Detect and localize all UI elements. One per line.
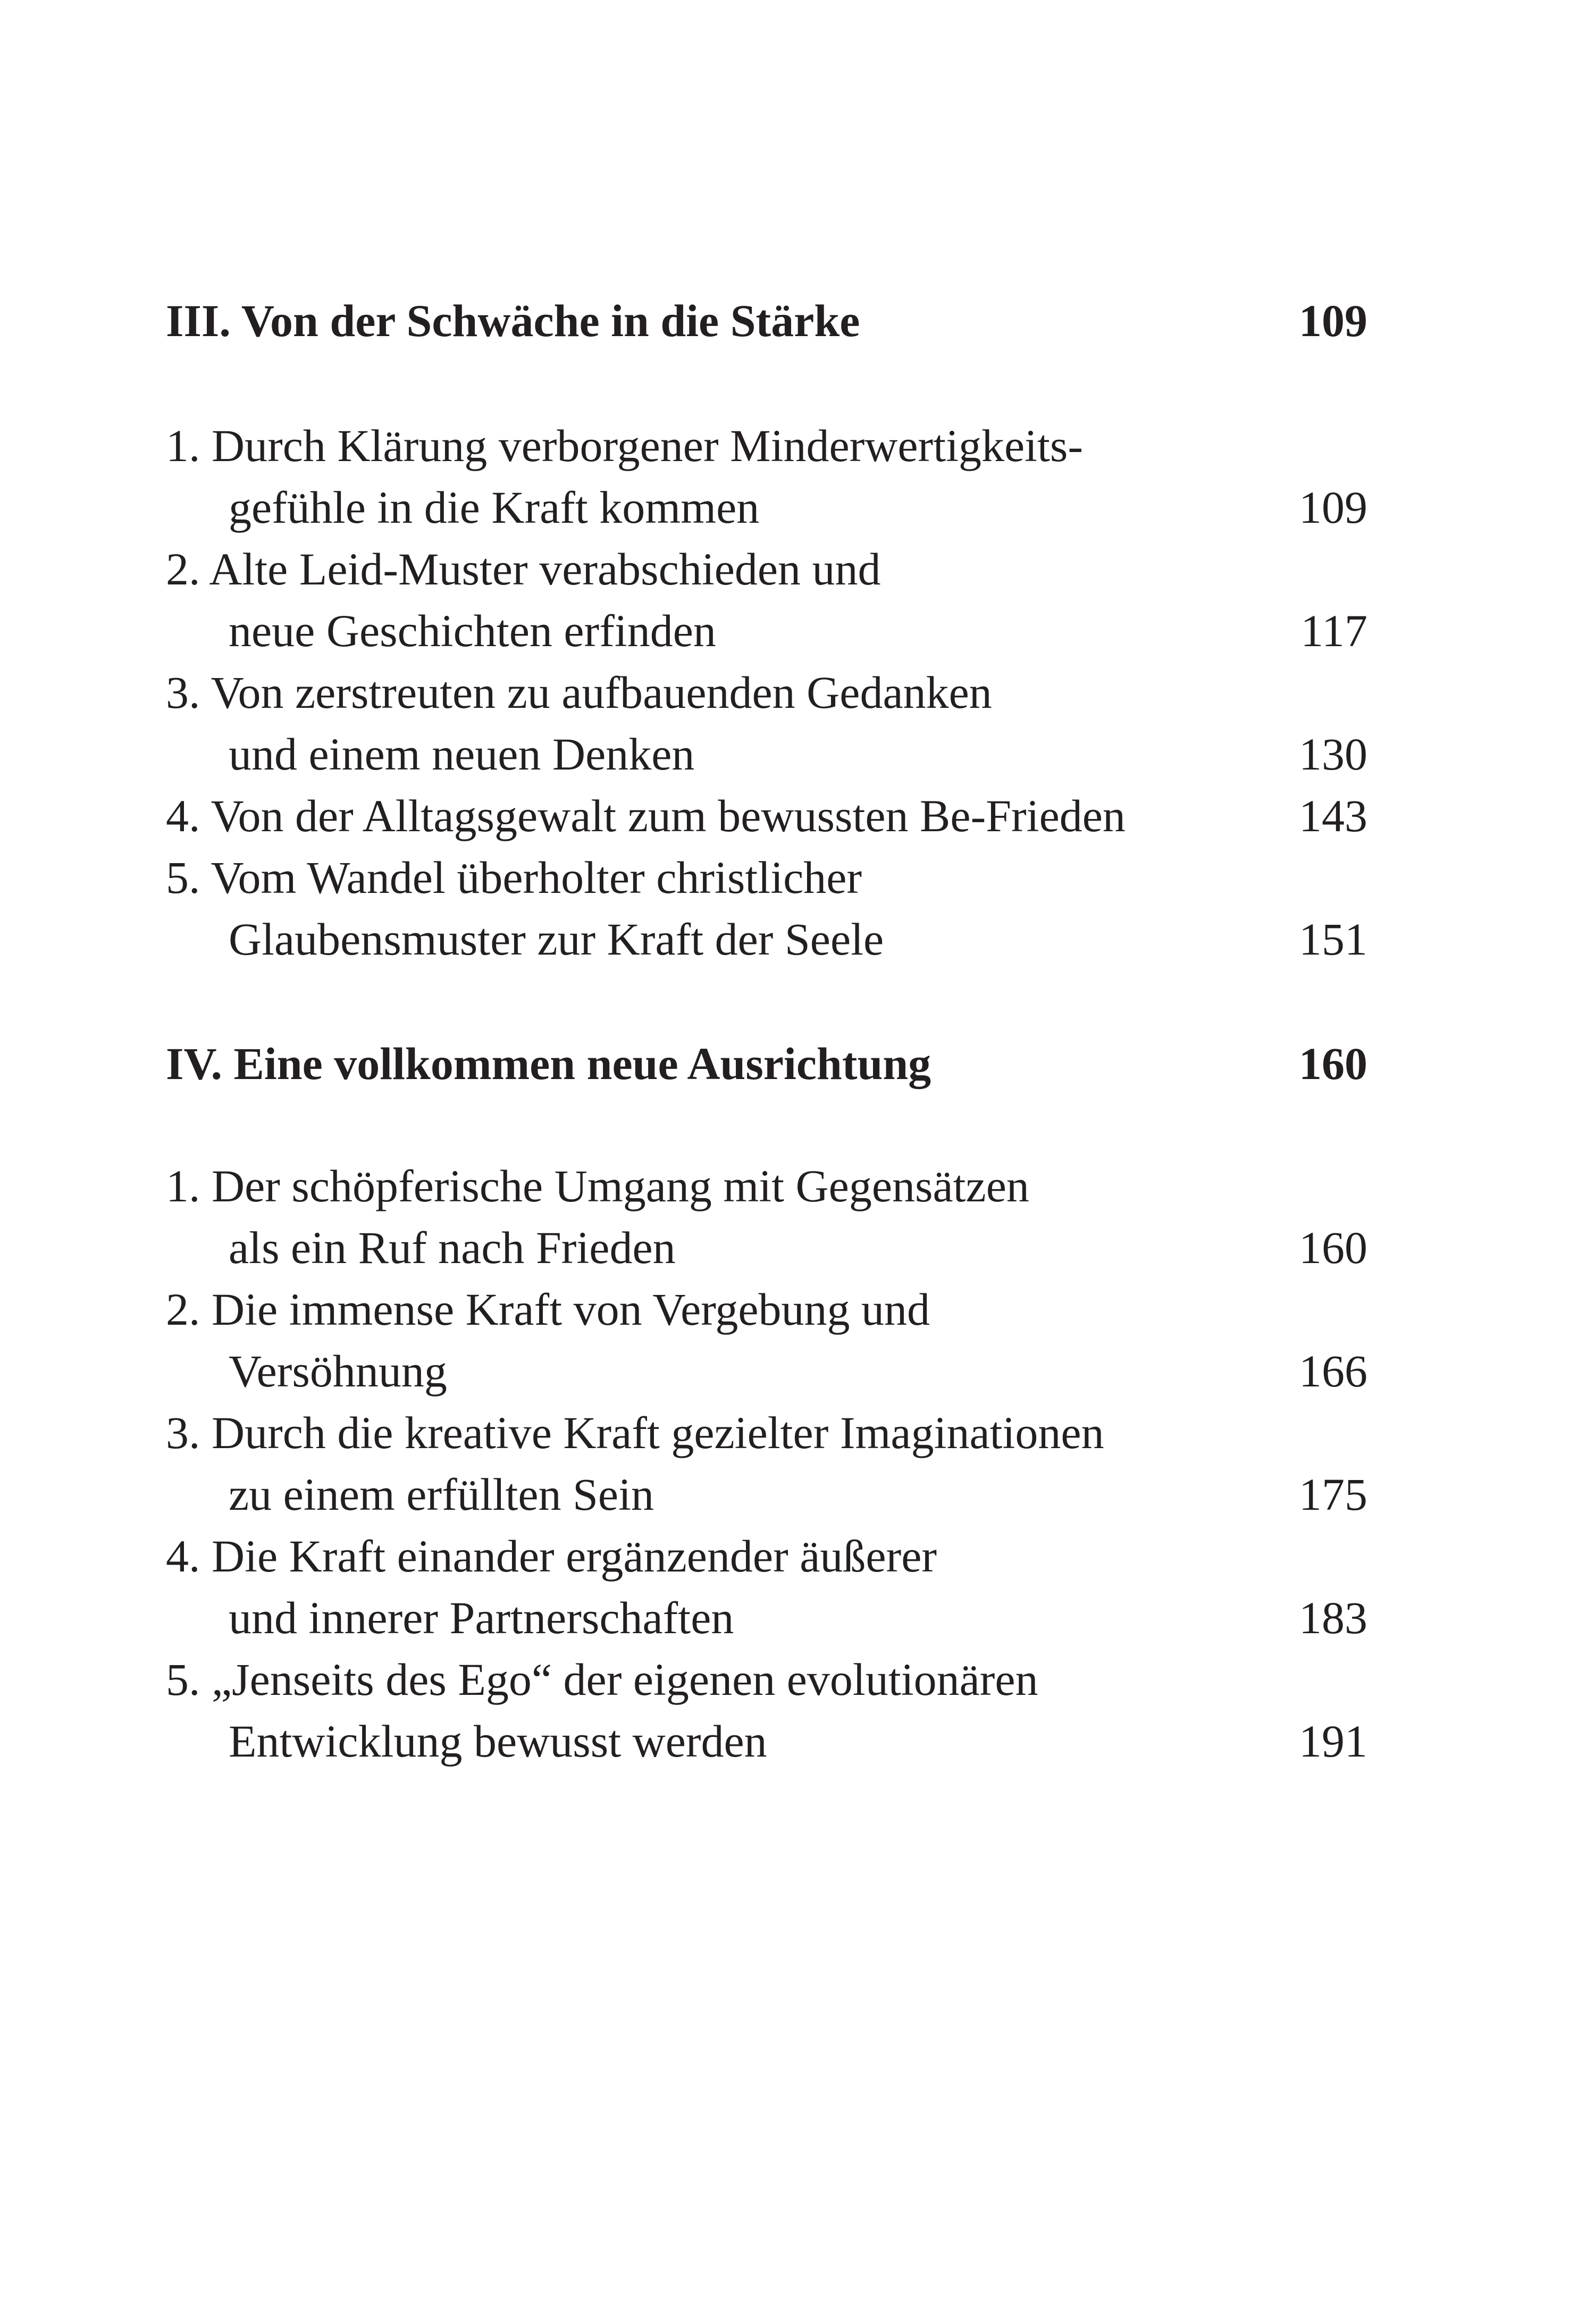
toc-entry-title-line: 4. Von der Alltagsgewalt zum bewussten Be-Frieden xyxy=(166,790,1126,841)
toc-entry-title xyxy=(166,1402,1104,1525)
toc-entry-title-line: als ein Ruf nach Frieden xyxy=(229,1222,676,1273)
toc-entry-title-line: 1. Durch Klärung verborgener Minderwertigkeits- xyxy=(166,420,1084,471)
toc-entry-title xyxy=(166,662,992,785)
toc-entry xyxy=(166,1278,1367,1402)
toc-entry-page: 151 xyxy=(1299,914,1367,965)
toc-entry xyxy=(166,1649,1367,1772)
toc-entry-title-line: zu einem erfüllten Sein xyxy=(229,1469,654,1520)
section-heading-page: 109 xyxy=(1299,295,1367,346)
section-heading-page: 160 xyxy=(1299,1038,1367,1089)
toc-entry-title xyxy=(166,1278,930,1402)
section-heading xyxy=(166,1033,1367,1094)
toc-entry-title xyxy=(166,1155,1029,1278)
toc-entry-title-line: 3. Von zerstreuten zu aufbauenden Gedanken xyxy=(166,667,992,718)
toc-entry-list xyxy=(166,415,1367,970)
toc-entry-title-line: Entwicklung bewusst werden xyxy=(229,1716,767,1767)
toc-entry-title-line: 2. Die immense Kraft von Vergebung und xyxy=(166,1284,930,1335)
toc-entry-title-line: 5. „Jenseits des Ego“ der eigenen evolutionären xyxy=(166,1654,1038,1705)
toc-entry-title-line: gefühle in die Kraft kommen xyxy=(229,482,760,533)
toc-entry-title-line: 5. Vom Wandel überholter christlicher xyxy=(166,852,862,903)
toc-entry-page: 109 xyxy=(1299,482,1367,533)
toc-entry-page: 143 xyxy=(1299,790,1367,841)
toc-entry-title xyxy=(166,785,1126,847)
toc-entry-title-line: Glaubensmuster zur Kraft der Seele xyxy=(229,914,884,965)
toc-entry-title-line: und einem neuen Denken xyxy=(229,729,695,780)
section-heading xyxy=(166,290,1367,352)
toc-entry-title xyxy=(166,415,1083,538)
toc-entry-title-line: 1. Der schöpferische Umgang mit Gegensätzen xyxy=(166,1160,1029,1211)
toc-entry-title-line: Versöhnung xyxy=(229,1345,447,1397)
toc-entry-page: 175 xyxy=(1299,1469,1367,1520)
section-heading-title: III. Von der Schwäche in die Stärke xyxy=(166,295,860,346)
section-heading-title: IV. Eine vollkommen neue Ausrichtung xyxy=(166,1038,931,1089)
toc-section xyxy=(166,1033,1367,1094)
toc-entry-page: 160 xyxy=(1299,1222,1367,1273)
toc-entry-title-line: und innerer Partnerschaften xyxy=(229,1592,734,1643)
toc-entry xyxy=(166,847,1367,970)
toc-entry-page: 117 xyxy=(1300,605,1367,656)
toc-entry-title-line: 2. Alte Leid-Muster verabschieden und xyxy=(166,544,881,595)
toc-entry xyxy=(166,662,1367,785)
toc-section xyxy=(166,290,1367,352)
toc-entry-title-line: 3. Durch die kreative Kraft gezielter Imaginationen xyxy=(166,1407,1104,1458)
toc-entry xyxy=(166,415,1367,538)
toc-entry xyxy=(166,538,1367,662)
toc-entry-page: 166 xyxy=(1299,1345,1367,1397)
toc-entry xyxy=(166,1155,1367,1278)
toc-entry-list xyxy=(166,1155,1367,1772)
toc-entry xyxy=(166,1402,1367,1525)
toc-entry-page: 191 xyxy=(1299,1716,1367,1767)
toc-entry-page: 130 xyxy=(1299,729,1367,780)
toc-entry xyxy=(166,785,1367,847)
toc-entry-title-line: neue Geschichten erfinden xyxy=(229,605,716,656)
toc-entry-page: 183 xyxy=(1299,1592,1367,1643)
toc-entry-title-line: 4. Die Kraft einander ergänzender äußerer xyxy=(166,1531,937,1582)
toc-entry xyxy=(166,1525,1367,1649)
toc-entry-title xyxy=(166,847,884,970)
toc-entry-title xyxy=(166,1525,937,1649)
toc-entry-title xyxy=(166,538,881,662)
toc-entry-title xyxy=(166,1649,1038,1772)
